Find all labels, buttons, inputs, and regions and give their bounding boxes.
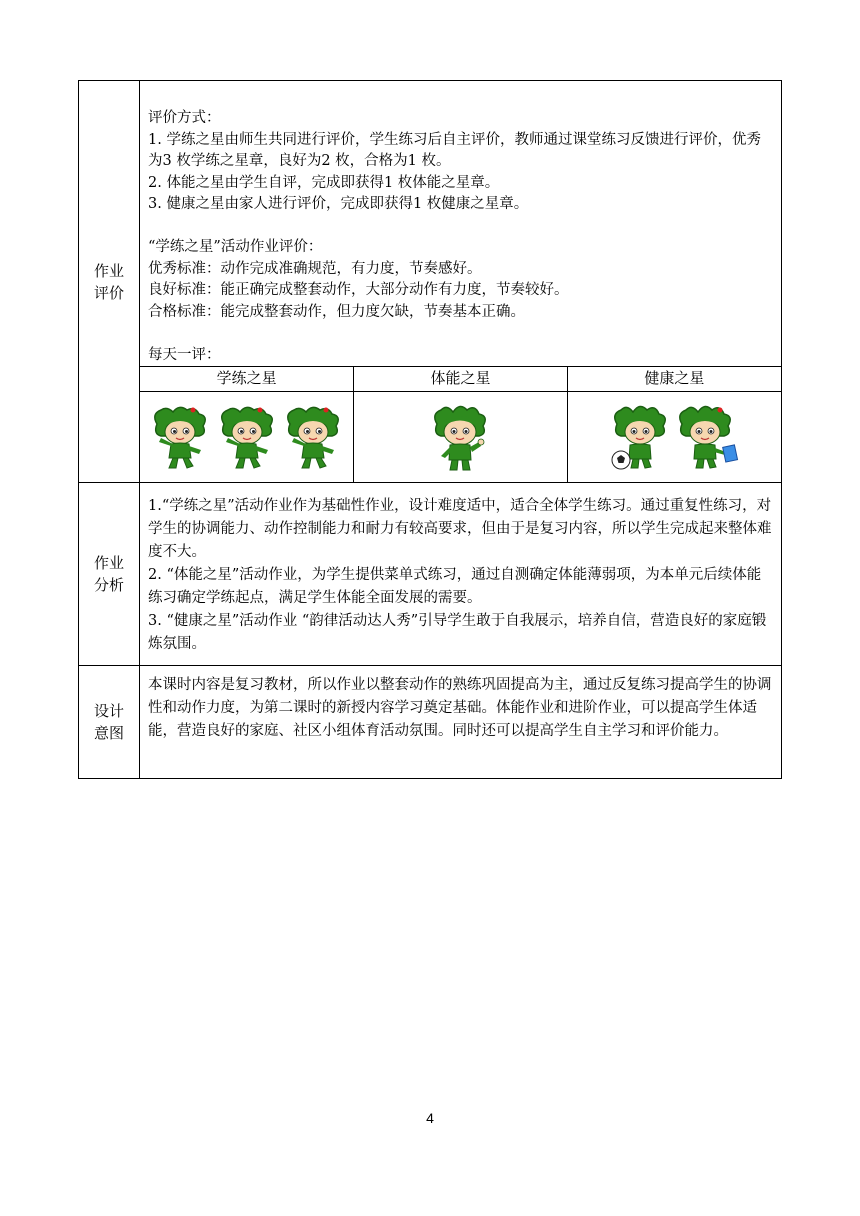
method-item-2: 2. 体能之星由学生自评，完成即获得1 枚体能之星章。 xyxy=(148,174,500,191)
green-leaf-mascot-icon xyxy=(216,404,278,470)
analysis-content xyxy=(140,483,782,666)
star-header-fitness: 体能之星 xyxy=(354,367,568,392)
analysis-label-line1: 作业 xyxy=(93,554,124,572)
design-label-line2: 意图 xyxy=(93,724,124,742)
green-leaf-mascot-icon xyxy=(609,402,669,472)
criteria-good: 良好标准：能正确完成整套动作，大部分动作有力度，节奏较好。 xyxy=(148,282,569,298)
analysis-label-line2: 分析 xyxy=(93,576,124,594)
blank-line xyxy=(148,216,773,238)
page-number: 4 xyxy=(426,1110,434,1126)
blank-line xyxy=(148,323,773,345)
design-label-line1: 设计 xyxy=(93,702,124,720)
star-header-study: 学练之星 xyxy=(140,367,354,392)
study-star-images xyxy=(140,392,354,483)
homework-table xyxy=(78,80,782,779)
method-item-3: 3. 健康之星由家人进行评价，完成即获得1 枚健康之星章。 xyxy=(148,196,529,212)
design-row xyxy=(79,666,782,779)
blue-book-icon xyxy=(722,445,737,462)
evaluation-content xyxy=(140,81,782,483)
green-leaf-mascot-icon xyxy=(282,404,344,470)
method-item-1: 1. 学练之星由师生共同进行评价，学生练习后自主评价，教师通过课堂练习反馈进行评价，优秀为3 枚学练之星章，良好为2 枚，合格为1 枚。 xyxy=(148,131,761,169)
evaluation-label-line2: 评价 xyxy=(93,283,124,302)
analysis-item-3: 3. “健康之星”活动作业 “韵律活动达人秀”引导学生敢于自我展示，培养自信，营造良好的家庭锻炼氛围。 xyxy=(148,613,767,652)
criteria-title: “学练之星”活动作业评价： xyxy=(148,239,323,255)
analysis-label xyxy=(79,483,140,666)
soccer-ball-icon xyxy=(612,451,630,469)
star-header-health: 健康之星 xyxy=(567,367,781,392)
health-star-images xyxy=(567,392,781,483)
evaluation-row xyxy=(79,81,782,483)
evaluation-label xyxy=(79,81,140,483)
green-leaf-mascot-icon xyxy=(427,402,493,472)
stars-table xyxy=(140,366,781,482)
evaluation-label-line1: 作业 xyxy=(93,261,124,280)
analysis-item-1: 1.“学练之星”活动作业作为基础性作业，设计难度适中，适合全体学生练习。通过重复性练习，对学生的协调能力、动作控制能力和耐力有较高要求，但由于是复习内容，所以学生完成起来整体难度不大。 xyxy=(148,498,772,560)
design-label xyxy=(79,666,140,779)
criteria-excellent: 优秀标准：动作完成准确规范，有力度，节奏感好。 xyxy=(148,260,482,277)
analysis-item-2: 2. “体能之星”活动作业，为学生提供菜单式练习，通过自测确定体能薄弱项，为本单元后续体能练习确定学练起点，满足学生体能全面发展的需要。 xyxy=(148,567,762,606)
method-title: 评价方式： xyxy=(148,110,221,126)
fitness-star-image xyxy=(354,392,568,483)
criteria-pass: 合格标准：能完成整套动作，但力度欠缺，节奏基本正确。 xyxy=(148,303,525,320)
design-content xyxy=(140,666,782,779)
design-text: 本课时内容是复习教材，所以作业以整套动作的熟练巩固提高为主，通过反复练习提高学生的协调性和动作力度，为第二课时的新授内容学习奠定基础。体能作业和进阶作业，可以提高学生体适能，营造良好的家庭、社区小组体育活动氛围。同时还可以提高学生自主学习和评价能力。 xyxy=(148,677,772,739)
analysis-row xyxy=(79,483,782,666)
green-leaf-mascot-icon xyxy=(674,402,740,472)
green-leaf-mascot-icon xyxy=(149,404,211,470)
daily-title: 每天一评： xyxy=(148,346,221,363)
